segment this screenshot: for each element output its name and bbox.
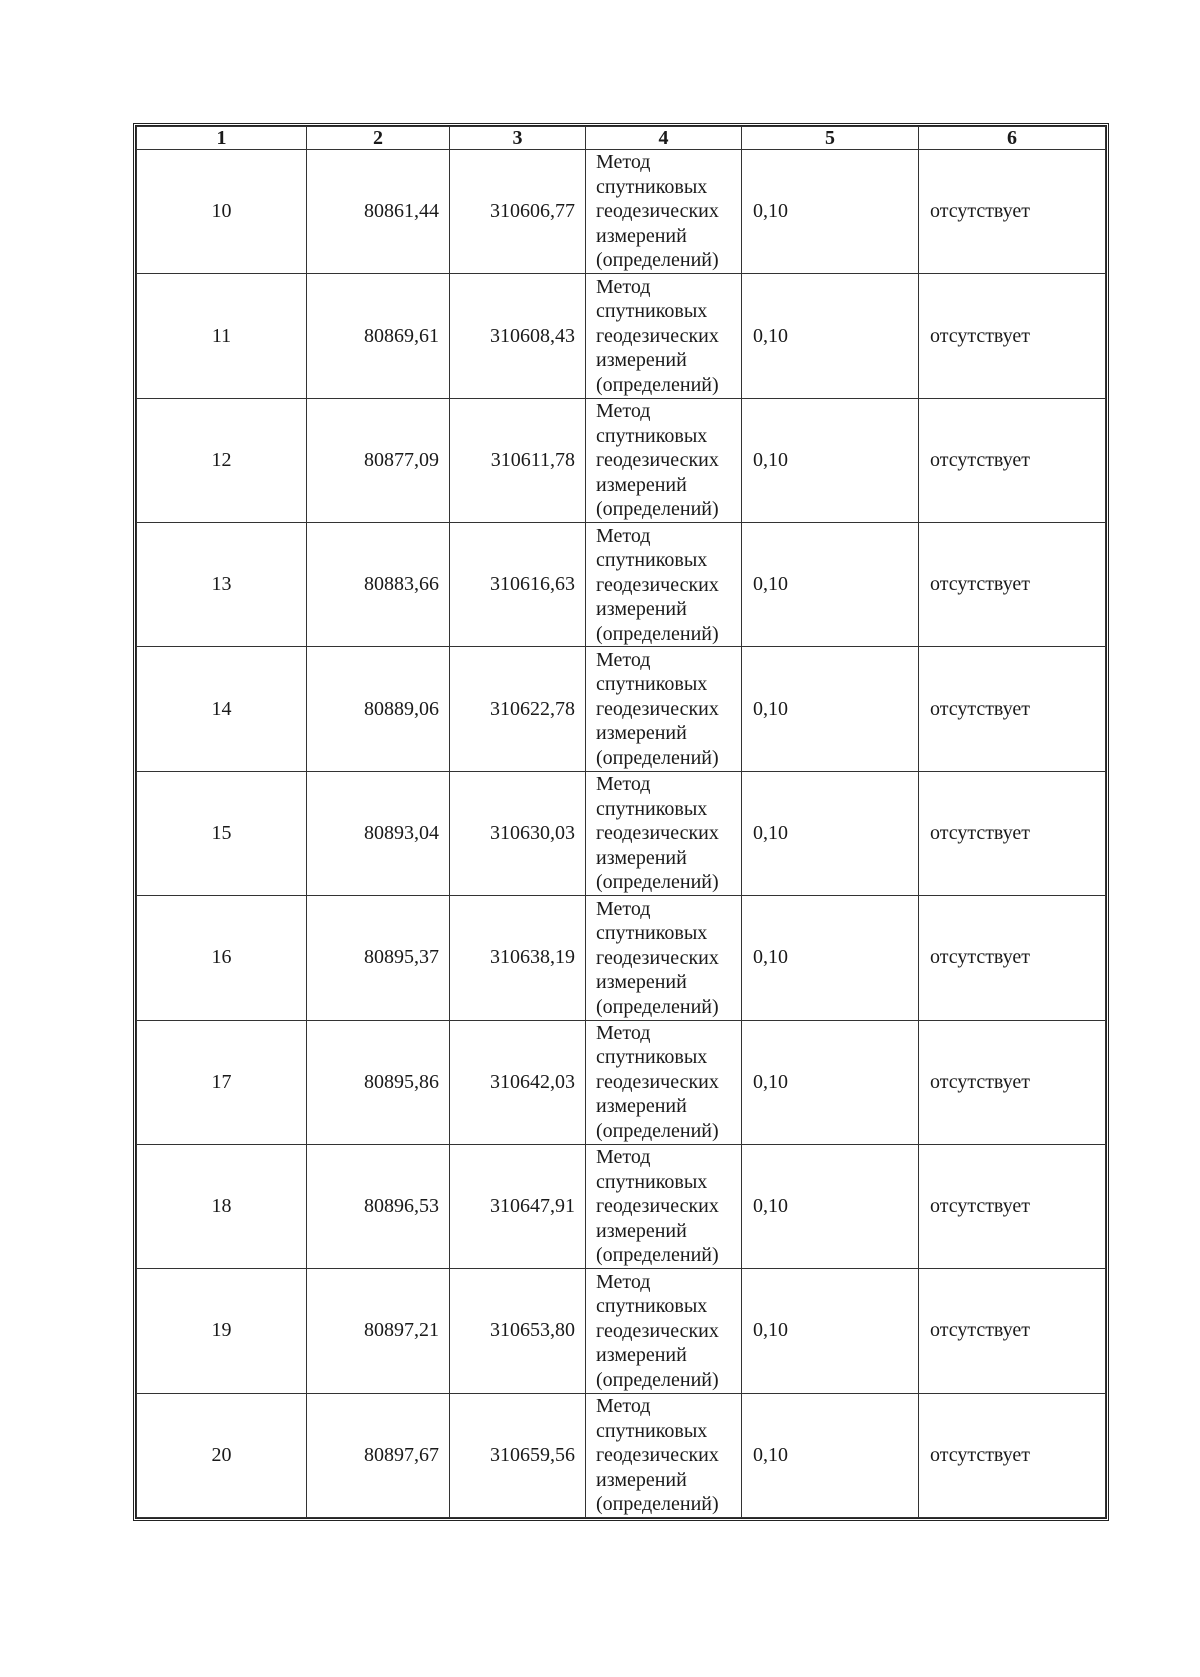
coordinate-y: 310622,78 xyxy=(450,647,586,771)
method-line: геодезических xyxy=(596,324,719,347)
table-row xyxy=(137,1269,1106,1393)
coordinate-y: 310642,03 xyxy=(450,1020,586,1144)
method-line: спутниковых xyxy=(596,549,708,571)
column-header-1: 1 xyxy=(137,127,307,150)
method-line: измерений xyxy=(596,1095,687,1118)
method-cell xyxy=(586,398,742,522)
point-description: отсутствует xyxy=(919,647,1106,771)
method-line: Метод xyxy=(596,1021,651,1044)
method-line: (определений) xyxy=(596,1244,719,1267)
point-number: 16 xyxy=(137,896,307,1020)
column-header-5: 5 xyxy=(742,127,919,150)
point-number: 17 xyxy=(137,1020,307,1144)
method-line: измерений xyxy=(596,846,687,869)
coordinate-y: 310630,03 xyxy=(450,771,586,895)
point-description: отсутствует xyxy=(919,896,1106,1020)
method-line: (определений) xyxy=(596,373,719,396)
coordinate-x: 80861,44 xyxy=(307,150,450,274)
point-description: отсутствует xyxy=(919,1144,1106,1268)
point-description: отсутствует xyxy=(919,398,1106,522)
accuracy-value: 0,10 xyxy=(742,1393,919,1517)
coordinates-table-frame xyxy=(133,123,1109,1521)
point-description: отсутствует xyxy=(919,1393,1106,1517)
coordinate-y: 310638,19 xyxy=(450,896,586,1020)
method-line: (определений) xyxy=(596,1119,719,1142)
method-line: (определений) xyxy=(596,1368,719,1391)
coordinate-y: 310608,43 xyxy=(450,274,586,398)
table-row xyxy=(137,1144,1106,1268)
column-header-6: 6 xyxy=(919,127,1106,150)
point-number: 11 xyxy=(137,274,307,398)
method-line: (определений) xyxy=(596,622,719,645)
table-body xyxy=(137,150,1106,1518)
method-cell xyxy=(586,896,742,1020)
method-line: (определений) xyxy=(596,498,719,521)
accuracy-value: 0,10 xyxy=(742,647,919,771)
table-row xyxy=(137,771,1106,895)
point-description: отсутствует xyxy=(919,771,1106,895)
method-line: Метод xyxy=(596,1146,651,1169)
method-line: геодезических xyxy=(596,573,719,596)
method-line: Метод xyxy=(596,897,651,920)
method-line: геодезических xyxy=(596,1070,719,1093)
method-line: спутниковых xyxy=(596,300,708,323)
coordinate-x: 80895,37 xyxy=(307,896,450,1020)
method-line: геодезических xyxy=(596,1444,719,1467)
method-cell xyxy=(586,647,742,771)
header-row xyxy=(137,127,1106,150)
method-line: Метод xyxy=(596,275,651,298)
column-header-3: 3 xyxy=(450,127,586,150)
table-header xyxy=(137,127,1106,150)
method-line: Метод xyxy=(596,524,651,547)
method-line: измерений xyxy=(596,598,687,620)
method-cell xyxy=(586,150,742,274)
coordinate-y: 310647,91 xyxy=(450,1144,586,1268)
method-line: измерений xyxy=(596,1219,687,1242)
method-line: спутниковых xyxy=(596,1170,708,1193)
method-line: измерений xyxy=(596,224,687,247)
method-line: спутниковых xyxy=(596,797,708,820)
coordinate-x: 80897,21 xyxy=(307,1269,450,1393)
method-cell xyxy=(586,1393,742,1517)
method-cell xyxy=(586,1020,742,1144)
table-row xyxy=(137,647,1106,771)
method-line: спутниковых xyxy=(596,424,708,447)
method-line: (определений) xyxy=(596,995,719,1018)
method-line: (определений) xyxy=(596,249,719,272)
coordinate-y: 310616,63 xyxy=(450,523,586,647)
method-line: измерений xyxy=(596,1344,687,1367)
point-number: 14 xyxy=(137,647,307,771)
accuracy-value: 0,10 xyxy=(742,150,919,274)
method-line: Метод xyxy=(596,1395,651,1418)
coordinate-x: 80877,09 xyxy=(307,398,450,522)
coordinate-x: 80883,66 xyxy=(307,523,450,647)
accuracy-value: 0,10 xyxy=(742,1020,919,1144)
method-line: измерений xyxy=(596,473,687,496)
point-number: 19 xyxy=(137,1269,307,1393)
method-line: Метод xyxy=(596,400,651,423)
method-line: Метод xyxy=(596,1270,651,1293)
point-description: отсутствует xyxy=(919,1020,1106,1144)
method-line: геодезических xyxy=(596,822,719,845)
method-line: измерений xyxy=(596,722,687,745)
method-line: спутниковых xyxy=(596,922,708,945)
coordinate-y: 310659,56 xyxy=(450,1393,586,1517)
coordinate-x: 80897,67 xyxy=(307,1393,450,1517)
coordinate-y: 310606,77 xyxy=(450,150,586,274)
method-line: геодезических xyxy=(596,946,719,969)
point-description: отсутствует xyxy=(919,523,1106,647)
method-line: спутниковых xyxy=(596,1046,708,1069)
point-description: отсутствует xyxy=(919,150,1106,274)
accuracy-value: 0,10 xyxy=(742,771,919,895)
accuracy-value: 0,10 xyxy=(742,1144,919,1268)
column-header-2: 2 xyxy=(307,127,450,150)
coordinate-y: 310611,78 xyxy=(450,398,586,522)
method-line: измерений xyxy=(596,1468,687,1491)
column-header-4: 4 xyxy=(586,127,742,150)
coordinate-x: 80889,06 xyxy=(307,647,450,771)
table-row xyxy=(137,274,1106,398)
point-description: отсутствует xyxy=(919,1269,1106,1393)
table-row xyxy=(137,398,1106,522)
method-line: геодезических xyxy=(596,1195,719,1218)
method-line: (определений) xyxy=(596,871,719,894)
method-line: геодезических xyxy=(596,697,719,720)
method-line: спутниковых xyxy=(596,673,708,696)
point-description: отсутствует xyxy=(919,274,1106,398)
point-number: 10 xyxy=(137,150,307,274)
accuracy-value: 0,10 xyxy=(742,1269,919,1393)
method-line: спутниковых xyxy=(596,1295,708,1318)
table-row xyxy=(137,523,1106,647)
accuracy-value: 0,10 xyxy=(742,896,919,1020)
coordinate-y: 310653,80 xyxy=(450,1269,586,1393)
method-cell xyxy=(586,771,742,895)
table-row xyxy=(137,150,1106,274)
method-line: (определений) xyxy=(596,1493,719,1516)
method-cell xyxy=(586,274,742,398)
point-number: 12 xyxy=(137,398,307,522)
coordinate-x: 80896,53 xyxy=(307,1144,450,1268)
method-line: спутниковых xyxy=(596,1419,708,1442)
table-row xyxy=(137,896,1106,1020)
method-line: геодезических xyxy=(596,449,719,472)
method-line: спутниковых xyxy=(596,175,708,198)
point-number: 20 xyxy=(137,1393,307,1517)
point-number: 13 xyxy=(137,523,307,647)
method-line: (определений) xyxy=(596,746,719,769)
method-cell xyxy=(586,1269,742,1393)
method-line: геодезических xyxy=(596,200,719,223)
coordinate-x: 80895,86 xyxy=(307,1020,450,1144)
method-line: Метод xyxy=(596,773,651,796)
method-line: Метод xyxy=(596,648,651,671)
accuracy-value: 0,10 xyxy=(742,523,919,647)
coordinate-x: 80869,61 xyxy=(307,274,450,398)
method-line: измерений xyxy=(596,971,687,994)
point-number: 18 xyxy=(137,1144,307,1268)
coordinates-table xyxy=(136,126,1106,1518)
method-cell xyxy=(586,523,742,647)
table-row xyxy=(137,1393,1106,1517)
accuracy-value: 0,10 xyxy=(742,398,919,522)
point-number: 15 xyxy=(137,771,307,895)
table-row xyxy=(137,1020,1106,1144)
method-line: измерений xyxy=(596,349,687,372)
method-line: Метод xyxy=(596,151,651,174)
coordinate-x: 80893,04 xyxy=(307,771,450,895)
method-line: геодезических xyxy=(596,1319,719,1342)
method-cell xyxy=(586,1144,742,1268)
accuracy-value: 0,10 xyxy=(742,274,919,398)
